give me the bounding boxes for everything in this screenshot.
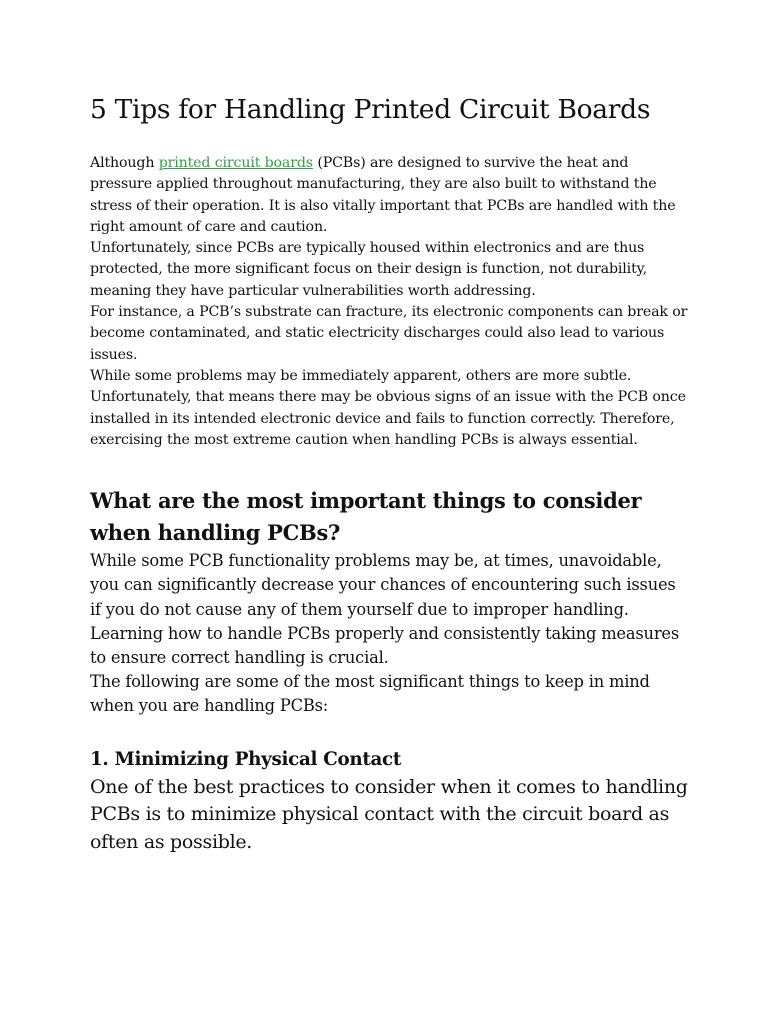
tip-1-heading: 1. Minimizing Physical Contact [90,748,402,770]
printed-circuit-boards-link[interactable]: printed circuit boards [158,155,313,171]
document-title: 5 Tips for Handling Printed Circuit Boards [90,94,651,125]
intro-paragraph-1 [90,153,690,238]
intro-paragraph-4: While some problems may be immediately apparent, others are more subtle. Unfortunately, that means there may be obvious signs of an issue with the PCB once installed in its intended electronic device and fails to function correctly. Therefore, exercising the most extreme caution when handling PCBs is always essential. [90,367,686,448]
section-heading: What are the most important things to consider when handling PCBs? [90,488,642,546]
tip-1-paragraph: One of the best practices to consider when it comes to handling PCBs is to minimize physical contact with the circuit board as often as possible. [90,775,688,853]
section-paragraph-2: The following are some of the most significant things to keep in mind when you are handling PCBs: [90,672,650,716]
intro-p1-trail-text: (PCBs) are designed to survive the heat and pressure applied throughout manufacturing, they are also built to withstand the stress of their operation. It is also vitally important that PCBs are handled with the right amount of care and caution. [90,155,676,235]
document-page [90,90,690,856]
intro-paragraph-3: For instance, a PCB’s substrate can fracture, its electronic components can break or become contaminated, and static electricity discharges could also lead to various issues. [90,304,688,363]
intro-p1-lead-text: Although [90,155,159,171]
section-paragraph-1: While some PCB functionality problems may be, at times, unavoidable, you can significantly decrease your chances of encountering such issues if you do not cause any of them yourself due to improper handling. Learning how to handle PCBs properly and consistently taking measures to ensure correct handling is crucial. [90,551,679,667]
intro-section [90,153,690,451]
tip-1-section [90,774,690,857]
intro-paragraph-2: Unfortunately, since PCBs are typically housed within electronics and are thus protected, the more significant focus on their design is function, not durability, meaning they have particular vulnerabilities worth addressing. [90,240,647,299]
considerations-section [90,549,690,718]
